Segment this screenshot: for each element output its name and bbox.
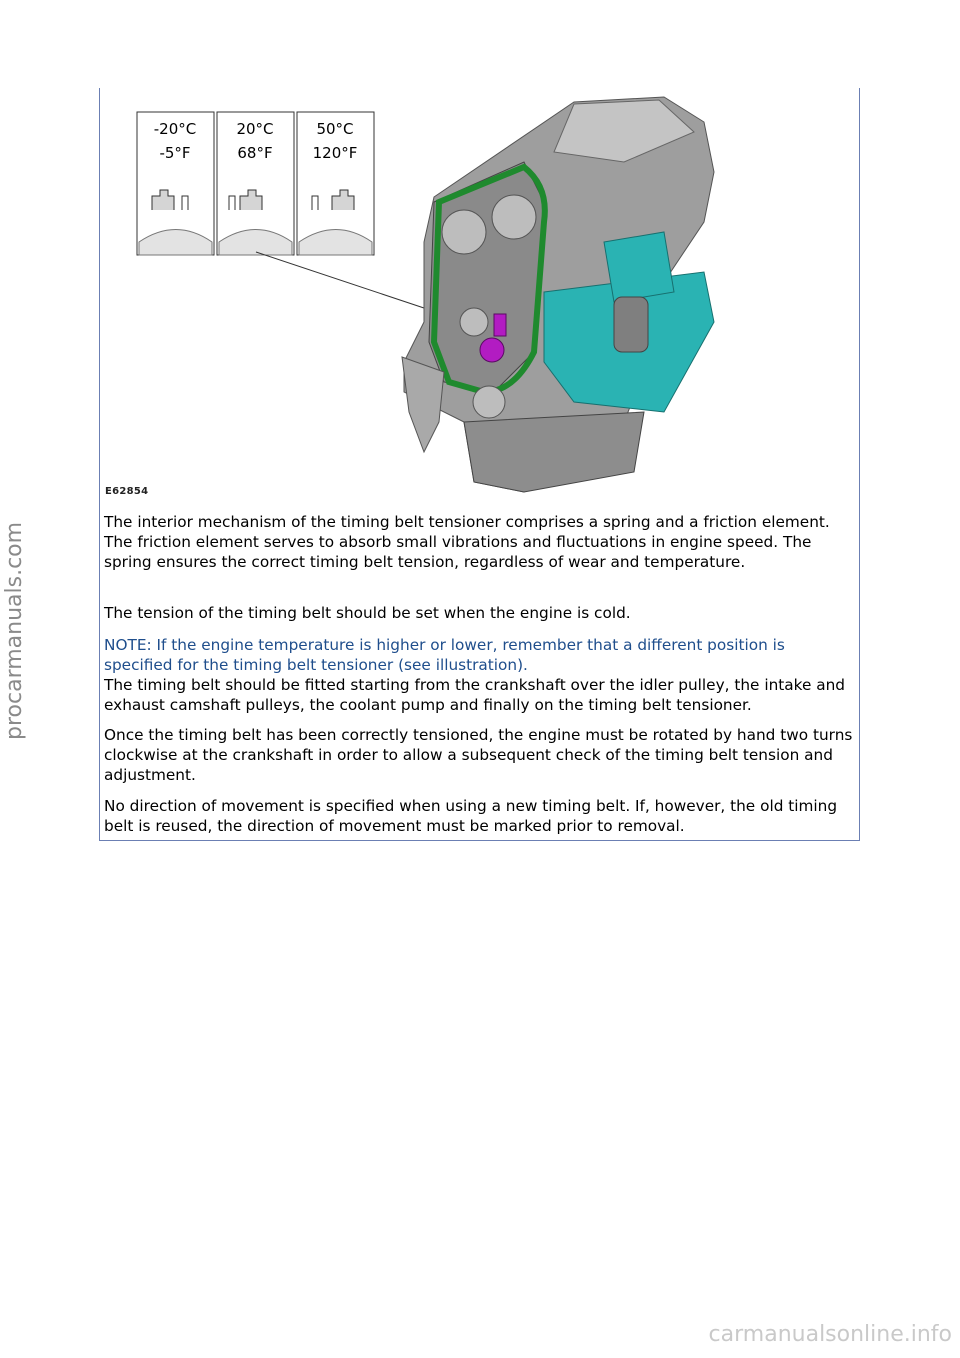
bottom-watermark: carmanualsonline.info: [708, 1322, 952, 1347]
note-text: NOTE: If the engine temperature is higher or lower, remember that a different position is specified for the timing belt tensioner (see illustration).: [104, 636, 785, 674]
side-watermark: procarmanuals.com: [2, 521, 27, 740]
panel-3-fahrenheit: 120°F: [312, 144, 358, 162]
temp-panel-2: [217, 112, 294, 255]
paragraph-rotation-check: Once the timing belt has been correctly tensioned, the engine must be rotated by hand two turns clockwise at the crankshaft in order to allow a subsequent check of the timing belt tension and adjustment.: [104, 726, 853, 784]
temp-panel-3: [297, 112, 374, 255]
panel-1-fahrenheit: -5°F: [159, 144, 191, 162]
engine-block: [402, 97, 714, 492]
panel-1-celsius: -20°C: [153, 120, 197, 138]
paragraph-cold-tension: The tension of the timing belt should be set when the engine is cold.: [104, 604, 631, 622]
panel-2-celsius: 20°C: [236, 120, 274, 138]
figure-label: E62854: [105, 486, 149, 497]
temp-panel-1: [137, 112, 214, 255]
paragraph-tensioner-mechanism: The interior mechanism of the timing belt tensioner comprises a spring and a friction element. The friction element serves to absorb small vibrations and fluctuations in engine speed. The spring ensures the correct timing belt tension, regardless of wear and temperature.: [104, 513, 830, 571]
panel-2-fahrenheit: 68°F: [237, 144, 273, 162]
paragraph-direction: No direction of movement is specified when using a new timing belt. If, however, the old timing belt is reused, the direction of movement must be marked prior to removal.: [104, 797, 838, 835]
engine-illustration: [104, 92, 856, 502]
panel-3-celsius: 50°C: [316, 120, 354, 138]
paragraph-belt-routing: The timing belt should be fitted starting from the crankshaft over the idler pulley, the intake and exhaust camshaft pulleys, the coolant pump and finally on the timing belt tensioner.: [104, 676, 846, 714]
